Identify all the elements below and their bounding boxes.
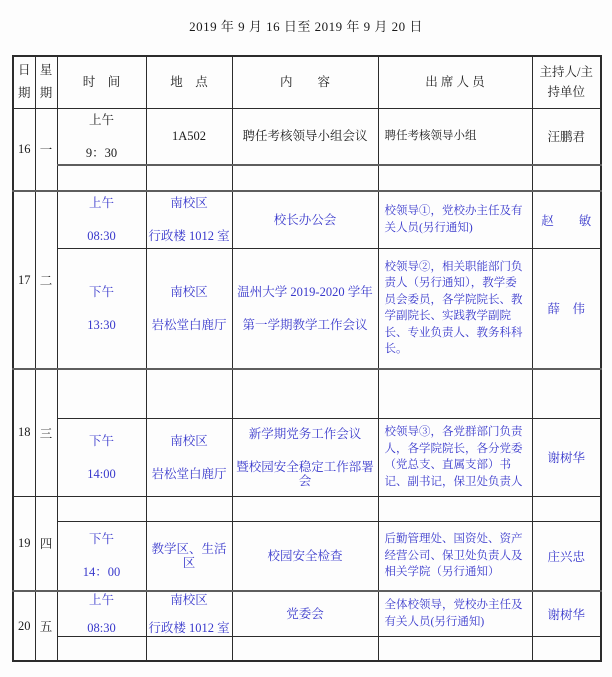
schedule-table [12,55,602,662]
time-value: 08:30 [87,620,116,635]
host-cell: 谢树华 [532,591,601,636]
content-line: 暨校园安全稳定工作部署会 [236,459,374,488]
meeting-row [13,591,601,636]
location-line: 南校区 [170,284,208,299]
attendees-cell [378,636,532,661]
content-line: 党委会 [286,606,324,621]
content-cell [232,521,378,591]
attendees-cell: 后勤管理处、国资处、资产经营公司、保卫处负责人及相关学院（另行通知） [378,521,532,591]
location-cell [146,521,232,591]
host-cell [532,165,601,191]
header-cell-host: 主持人/主持单位 [532,56,601,108]
time-value: 9：30 [85,145,118,160]
header-cell-weekday: 星期 [35,56,57,108]
content-cell [232,248,378,369]
date-cell: 18 [13,369,35,496]
time-cell [57,248,146,369]
time-cell [57,191,146,248]
host-cell: 汪鹏君 [532,108,601,165]
location-line: 行政楼 1012 室 [148,620,230,635]
host-cell: 薛 伟 [532,248,601,369]
meeting-row [13,191,601,248]
header-cell-place: 地 点 [146,56,232,108]
header-cell-time: 时 间 [57,56,146,108]
time-value: 08:30 [87,229,116,244]
empty-row [13,369,601,418]
attendees-cell: 校领导①，党校办主任及有关人员(另行通知) [378,191,532,248]
weekday-cell: 一 [35,108,57,191]
weekday-cell: 三 [35,369,57,496]
content-line: 校园安全检查 [267,548,343,563]
attendees-cell: 全体校领导，党校办主任及有关人员(另行通知) [378,591,532,636]
content-line: 聘任考核领导小组会议 [242,129,368,144]
location-cell [146,108,232,165]
empty-row [13,496,601,521]
content-cell [232,591,378,636]
location-line: 岩松堂白鹿厅 [151,466,227,481]
host-cell: 谢树华 [532,418,601,496]
attendees-cell: 校领导③，各党群部门负责人，各学院院长，各分党委（党总支、直属支部）书记、副书记，保卫处负责人 [378,418,532,496]
time-cell [57,496,146,521]
date-cell: 17 [13,191,35,369]
content-cell [232,369,378,418]
location-line: 南校区 [170,592,208,607]
time-period: 上午 [88,592,114,607]
table-header-row [13,56,601,108]
time-period: 上午 [88,112,114,127]
attendees-cell [378,496,532,521]
time-period: 下午 [88,433,114,448]
attendees-cell [378,165,532,191]
time-value: 14：00 [82,565,121,580]
time-period: 下午 [88,532,114,547]
content-cell [232,418,378,496]
content-cell [232,191,378,248]
time-cell [57,369,146,418]
content-line: 温州大学 2019-2020 学年 [237,284,373,299]
host-cell: 赵 敏 [532,191,601,248]
header-cell-content: 内 容 [232,56,378,108]
time-cell [57,591,146,636]
weekday-cell: 二 [35,191,57,369]
location-cell [146,418,232,496]
location-line: 行政楼 1012 室 [148,229,230,244]
location-line: 南校区 [170,433,208,448]
location-cell [146,636,232,661]
empty-row [13,636,601,661]
host-cell [532,369,601,418]
meeting-row [13,108,601,165]
attendees-cell: 聘任考核领导小组 [378,108,532,165]
time-value: 14:00 [87,466,116,481]
date-cell: 20 [13,591,35,661]
location-cell [146,369,232,418]
content-cell [232,636,378,661]
attendees-cell: 校领导②，相关职能部门负责人（另行通知），教学委员会委员，各学院院长、教学副院长、实践教学副院长、专业负责人、教务科科长。 [378,248,532,369]
location-line: 岩松堂白鹿厅 [151,317,227,332]
content-line: 第一学期教学工作会议 [242,317,368,332]
time-cell [57,108,146,165]
content-line: 新学期党务工作会议 [248,426,362,441]
meeting-row [13,248,601,369]
content-cell [232,165,378,191]
header-cell-attendees: 出 席 人 员 [378,56,532,108]
meeting-row [13,418,601,496]
date-cell: 16 [13,108,35,191]
empty-row [13,165,601,191]
time-period: 下午 [88,284,114,299]
weekday-cell: 四 [35,496,57,591]
host-cell: 庄兴忠 [532,521,601,591]
location-cell [146,248,232,369]
location-line: 教学区、生活区 [151,541,227,570]
page-title: 2019 年 9 月 16 日至 2019 年 9 月 20 日 [189,19,423,34]
location-cell [146,165,232,191]
location-cell [146,496,232,521]
time-cell [57,521,146,591]
location-line: 南校区 [170,196,208,211]
time-cell [57,165,146,191]
time-cell [57,418,146,496]
time-period: 上午 [88,196,114,211]
location-cell [146,591,232,636]
header-cell-date: 日期 [13,56,35,108]
time-value: 13:30 [87,317,116,332]
host-cell [532,636,601,661]
host-cell [532,496,601,521]
date-cell: 19 [13,496,35,591]
content-cell [232,108,378,165]
meeting-row [13,521,601,591]
location-cell [146,191,232,248]
time-cell [57,636,146,661]
location-line: 1A502 [171,129,207,144]
content-cell [232,496,378,521]
attendees-cell [378,369,532,418]
content-line: 校长办公会 [273,212,337,227]
weekday-cell: 五 [35,591,57,661]
